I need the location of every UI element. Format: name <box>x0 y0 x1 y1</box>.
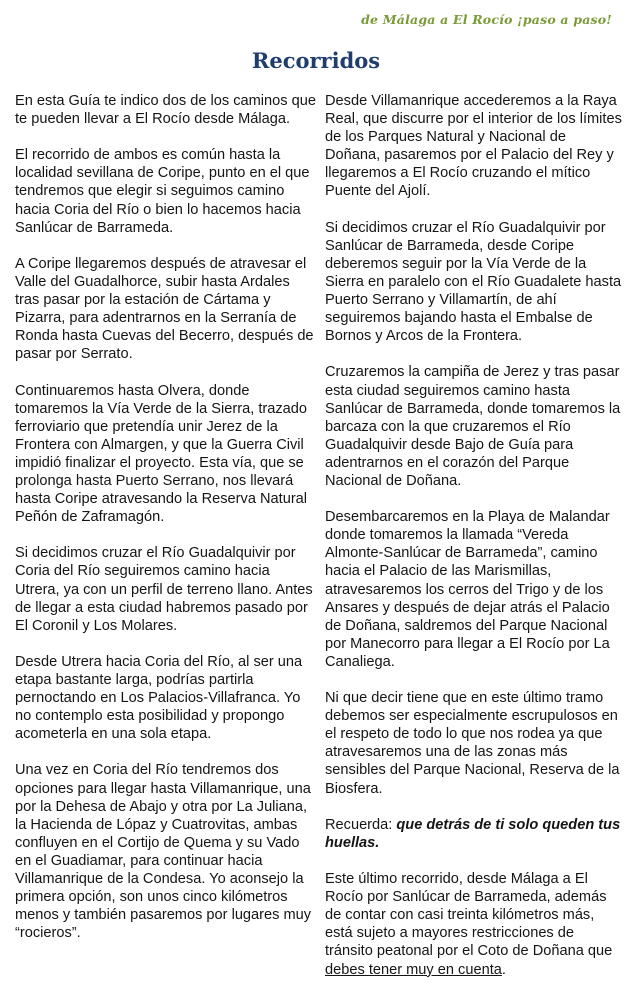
reminder-emphasis: que detrás de ti solo queden tus huellas. <box>325 816 621 851</box>
paragraph: Una vez en Coria del Río tendremos dos opciones para llegar hasta Villamanrique, una por la Dehesa de Abajo y otra por La Juliana, la Hacienda de Lópaz y Cuatrovitas, ambas confluyen en el Cortijo de Quema y su Vado en el Guadiamar, para continuar hacia Villamanrique de la Condesa. Yo aconsejo la primera opción, son unos cinco kilómetros menos y también pasaremos por lugares muy “rocieros”. <box>15 762 312 942</box>
paragraph: En esta Guía te indico dos de los caminos que te pueden llevar a El Rocío desde Málaga. <box>15 93 316 128</box>
paragraph: Si decidimos cruzar el Río Guadalquivir por Coria del Río seguiremos camino hacia Utrera, ya con un perfil de terreno llano. Antes de llegar a esta ciudad habremos pasado por El Coronil y Los Molares. <box>15 545 313 634</box>
final-text: Este último recorrido, desde Málaga a El Rocío por Sanlúcar de Barrameda, además de contar con casi treinta kilómetros más, está sujeto a mayores restricciones de tránsito peatonal por el Coto de Doñana que <box>325 871 613 960</box>
right-column <box>325 92 625 997</box>
reminder-label: Recuerda: <box>325 816 397 833</box>
paragraph: A Coripe llegaremos después de atravesar el Valle del Guadalhorce, subir hasta Ardales tras pasar por la estación de Cártama y Pizarra, para adentrarnos en la Serranía de Ronda hasta Cuevas del Becerro, después de pasar por Serrato. <box>15 255 314 363</box>
paragraph: Desde Villamanrique accederemos a la Raya Real, que discurre por el interior de los límites de los Parques Natural y Nacional de Doñana, pasaremos por el Palacio del Rey y llegaremos a El Rocío cruzando el mítico Puente del Ajolí. <box>325 93 622 200</box>
page-title: Recorridos <box>251 48 381 73</box>
underlined-note: debes tener muy en cuenta <box>325 961 502 978</box>
final-end: . <box>501 961 506 978</box>
paragraph: Cruzaremos la campiña de Jerez y tras pasar esta ciudad seguiremos camino hasta Sanlúcar de Barrameda, donde tomaremos la barcaza con la que cruzaremos el Río Guadalquivir desde Bajo de Guía para adentrarnos en el corazón del Parque Nacional de Doñana. <box>325 364 621 489</box>
left-column <box>15 92 317 961</box>
paragraph: Si decidimos cruzar el Río Guadalquivir por Sanlúcar de Barrameda, desde Coripe deberemos seguir por la Vía Verde de la Sierra en paralelo con el Río Guadalete hasta Puerto Serrano y Villamartín, de ahí seguiremos bajando hasta el Embalse de Bornos y Arcos de la Frontera. <box>325 219 622 345</box>
paragraph: Ni que decir tiene que en este último tramo debemos ser especialmente escrupulosos en el respeto de todo lo que nos rodea ya que atravesaremos una de las zonas más sensibles del Parque Nacional, Reserva de la Biosfera. <box>325 690 620 797</box>
reminder-paragraph <box>325 816 625 852</box>
paragraph: El recorrido de ambos es común hasta la localidad sevillana de Coripe, punto en el que tendremos que elegir si seguimos camino hacia Coria del Río o bien lo hacemos hacia Sanlúcar de Barrameda. <box>15 147 310 236</box>
paragraph: Desembarcaremos en la Playa de Malandar donde tomaremos la llamada “Vereda Almonte-Sanlúcar de Barrameda”, camino hacia el Palacio de las Marismillas, atravesaremos los cerros del Trigo y de los Ansares y después de dejar atrás el Palacio de Doñana, saldremos del Parque Nacional por Manecorro para llegar a El Rocío por La Canaliega. <box>325 509 610 670</box>
paragraph: Continuaremos hasta Olvera, donde tomaremos la Vía Verde de la Sierra, trazado ferroviario que pretendía unir Jerez de la Frontera con Almargen, y que la Guerra Civil impidió finalizar el proyecto. Esta vía, que se prolonga hasta Puerto Serrano, nos llevará hasta Coripe atravesando la Reserva Natural Peñón de Zaframagón. <box>15 382 308 526</box>
final-paragraph <box>325 870 625 979</box>
header-tagline: de Málaga a El Rocío ¡paso a paso! <box>361 12 612 27</box>
paragraph: Desde Utrera hacia Coria del Río, al ser una etapa bastante larga, podrías partirla pernoctando en Los Palacios-Villafranca. Yo no contemplo esta posibilidad y propongo acometerla en una sola etapa. <box>15 653 303 743</box>
